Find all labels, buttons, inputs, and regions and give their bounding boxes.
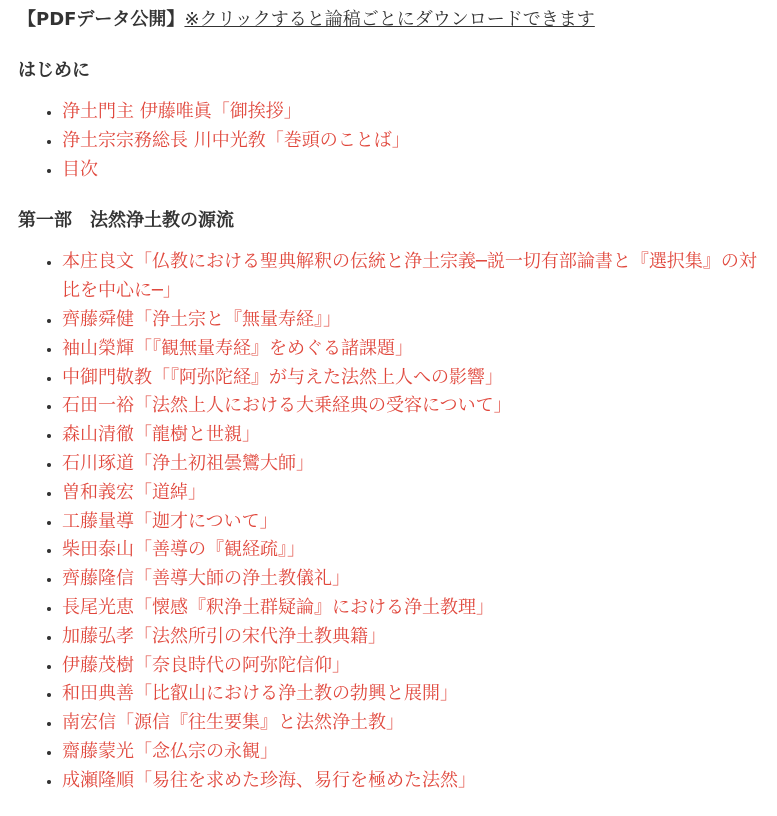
pdf-download-note[interactable]: ※クリックすると論稿ごとにダウンロードできます [184,9,595,30]
pdf-link[interactable]: 和田典善「比叡山における浄土教の勃興と展開」 [62,683,458,705]
pdf-link[interactable]: 曽和義宏「道綽」 [62,481,206,503]
list-item [62,623,769,652]
pdf-link[interactable]: 齊藤舜健「浄土宗と『無量寿経』」 [62,308,341,330]
pdf-notice [18,6,769,34]
pdf-link[interactable]: 袖山榮輝「『観無量寿経』をめぐる諸課題」 [62,337,413,359]
list-item [62,127,769,156]
pdf-link[interactable]: 柴田泰山「善導の『観経疏』」 [62,539,305,561]
list-item [62,565,769,594]
pdf-link[interactable]: 長尾光恵「懐感『釈浄土群疑論』における浄土教理」 [62,596,494,618]
pdf-link[interactable]: 浄土門主 伊藤唯眞「御挨拶」 [62,101,302,122]
list-item [62,98,769,127]
pdf-link[interactable]: 成瀬隆順「易往を求めた珍海、易行を極めた法然」 [62,769,476,791]
list-item [62,156,769,185]
pdf-link[interactable]: 工藤量導「迦才について」 [62,510,278,532]
list-item [62,335,769,364]
pdf-notice-label: 【PDFデータ公開】 [18,9,185,30]
pdf-link[interactable]: 石川琢道「浄土初祖曇鸞大師」 [62,452,314,474]
pdf-link[interactable]: 齊藤隆信「善導大師の浄土教儀礼」 [62,568,350,590]
pdf-link[interactable]: 本庄良文「仏教における聖典解釈の伝統と浄土宗義─説一切有部論書と『選択集』の対比を中心に─」 [62,251,757,302]
pdf-link[interactable]: 伊藤茂樹「奈良時代の阿弥陀信仰」 [62,654,350,676]
part1-link-list [18,248,769,795]
list-item [62,767,769,796]
list-item [62,508,769,537]
list-item [62,248,769,306]
list-item [62,652,769,681]
list-item [62,479,769,508]
pdf-link[interactable]: 南宏信「源信『往生要集』と法然浄土教」 [62,712,404,734]
list-item [62,709,769,738]
list-item [62,594,769,623]
list-item [62,738,769,767]
pdf-link[interactable]: 齋藤蒙光「念仏宗の永観」 [62,740,278,762]
list-item [62,364,769,393]
pdf-link[interactable]: 中御門敬教「『阿弥陀経』が与えた法然上人への影響」 [62,366,503,388]
pdf-link[interactable]: 浄土宗宗務総長 川中光敎「巻頭のことば」 [62,129,410,151]
section-heading-part1: 第一部 法然浄土教の源流 [18,210,234,232]
pdf-link[interactable]: 石田一裕「法然上人における大乗経典の受容について」 [62,395,512,417]
list-item [62,306,769,335]
pdf-link[interactable]: 森山清徹「龍樹と世親」 [62,424,260,446]
list-item [62,680,769,709]
list-item [62,421,769,450]
list-item [62,392,769,421]
intro-link-list [18,98,769,184]
list-item [62,450,769,479]
section-heading-intro: はじめに [18,60,90,81]
list-item [62,536,769,565]
pdf-link[interactable]: 加藤弘孝「法然所引の宋代浄土教典籍」 [62,625,386,647]
pdf-link[interactable]: 目次 [62,158,98,180]
